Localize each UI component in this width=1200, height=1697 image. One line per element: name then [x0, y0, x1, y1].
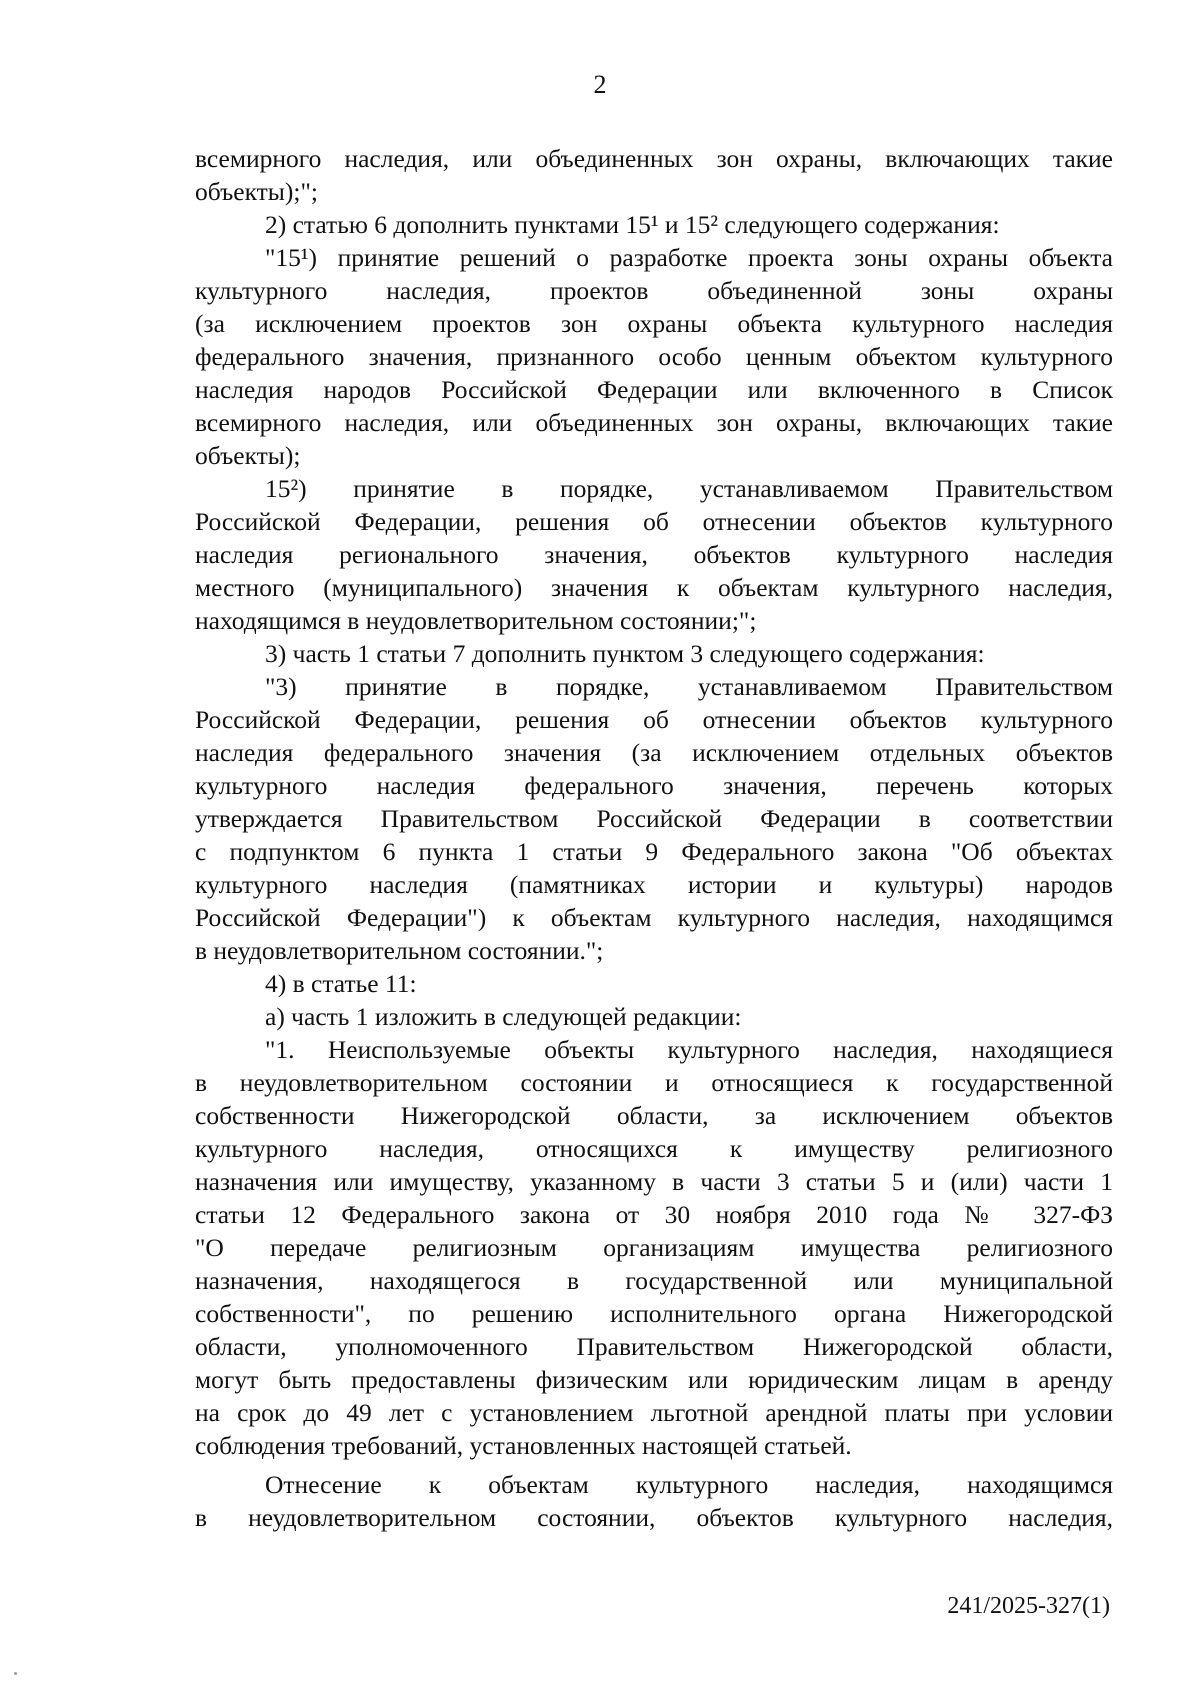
text-line: с подпунктом 6 пункта 1 статьи 9 Федерального закона "Об объектах — [195, 837, 1113, 866]
text-line: назначения или имуществу, указанному в части 3 статьи 5 и (или) части 1 — [195, 1167, 1113, 1196]
text-line: на срок до 49 лет с установлением льготной арендной платы при условии — [195, 1398, 1113, 1427]
text-line: Российской Федерации, решения об отнесении объектов культурного — [195, 507, 1113, 536]
text-line: Отнесение к объектам культурного наследия, находящимся — [265, 1470, 1113, 1499]
text-line: 4) в статье 11: — [265, 969, 417, 998]
text-line: назначения, находящегося в государственной или муниципальной — [195, 1266, 1113, 1295]
text-line: культурного наследия, относящихся к имуществу религиозного — [195, 1134, 1113, 1163]
text-line: собственности Нижегородской области, за исключением объектов — [195, 1101, 1113, 1130]
text-line: "1. Неиспользуемые объекты культурного наследия, находящиеся — [265, 1035, 1113, 1064]
text-line: 2) статью 6 дополнить пунктами 15¹ и 15² следующего содержания: — [265, 210, 1000, 239]
text-line: всемирного наследия, или объединенных зон охраны, включающих такие — [195, 408, 1113, 437]
text-line: соблюдения требований, установленных настоящей статьей. — [195, 1431, 852, 1460]
text-line: а) часть 1 изложить в следующей редакции: — [265, 1002, 742, 1031]
text-line: в неудовлетворительном состоянии."; — [195, 936, 604, 965]
text-line: 3) часть 1 статьи 7 дополнить пунктом 3 следующего содержания: — [265, 639, 985, 668]
text-line: объекты); — [195, 441, 301, 470]
text-line: утверждается Правительством Российской Федерации в соответствии — [195, 804, 1113, 833]
scan-artifact — [14, 1672, 17, 1675]
text-line: статьи 12 Федерального закона от 30 ноября 2010 года № 327-ФЗ — [195, 1200, 1113, 1229]
text-line: собственности", по решению исполнительного органа Нижегородской — [195, 1299, 1113, 1328]
text-line: области, уполномоченного Правительством Нижегородской области, — [195, 1332, 1113, 1361]
text-line: Российской Федерации") к объектам культурного наследия, находящимся — [195, 903, 1113, 932]
text-line: наследия народов Российской Федерации или включенного в Список — [195, 375, 1113, 404]
text-line: культурного наследия (памятниках истории и культуры) народов — [195, 870, 1113, 899]
text-line: объекты);"; — [195, 177, 318, 206]
page-number: 2 — [593, 70, 607, 99]
text-line: культурного наследия федерального значения, перечень которых — [195, 771, 1113, 800]
text-line: наследия федерального значения (за исключением отдельных объектов — [195, 738, 1113, 767]
text-line: "15¹) принятие решений о разработке проекта зоны охраны объекта — [265, 243, 1113, 272]
text-line: могут быть предоставлены физическим или юридическим лицам в аренду — [195, 1365, 1113, 1394]
body-text — [195, 142, 1113, 1534]
text-line: местного (муниципального) значения к объектам культурного наследия, — [195, 573, 1113, 602]
document-code: 241/2025-327(1) — [947, 1593, 1110, 1619]
text-line: культурного наследия, проектов объединенной зоны охраны — [195, 276, 1113, 305]
text-line: 15²) принятие в порядке, устанавливаемом Правительством — [265, 474, 1113, 503]
text-line: федерального значения, признанного особо ценным объектом культурного — [195, 342, 1113, 371]
text-line: в неудовлетворительном состоянии и относящиеся к государственной — [195, 1068, 1113, 1097]
text-line: (за исключением проектов зон охраны объекта культурного наследия — [195, 309, 1113, 338]
text-line: всемирного наследия, или объединенных зон охраны, включающих такие — [195, 144, 1113, 173]
text-line: наследия регионального значения, объектов культурного наследия — [195, 540, 1113, 569]
text-line: в неудовлетворительном состоянии, объектов культурного наследия, — [195, 1503, 1113, 1532]
text-line: находящимся в неудовлетворительном состоянии;"; — [195, 606, 757, 635]
text-line: Российской Федерации, решения об отнесении объектов культурного — [195, 705, 1113, 734]
text-line: "3) принятие в порядке, устанавливаемом Правительством — [265, 672, 1113, 701]
text-line: "О передаче религиозным организациям имущества религиозного — [195, 1233, 1113, 1262]
